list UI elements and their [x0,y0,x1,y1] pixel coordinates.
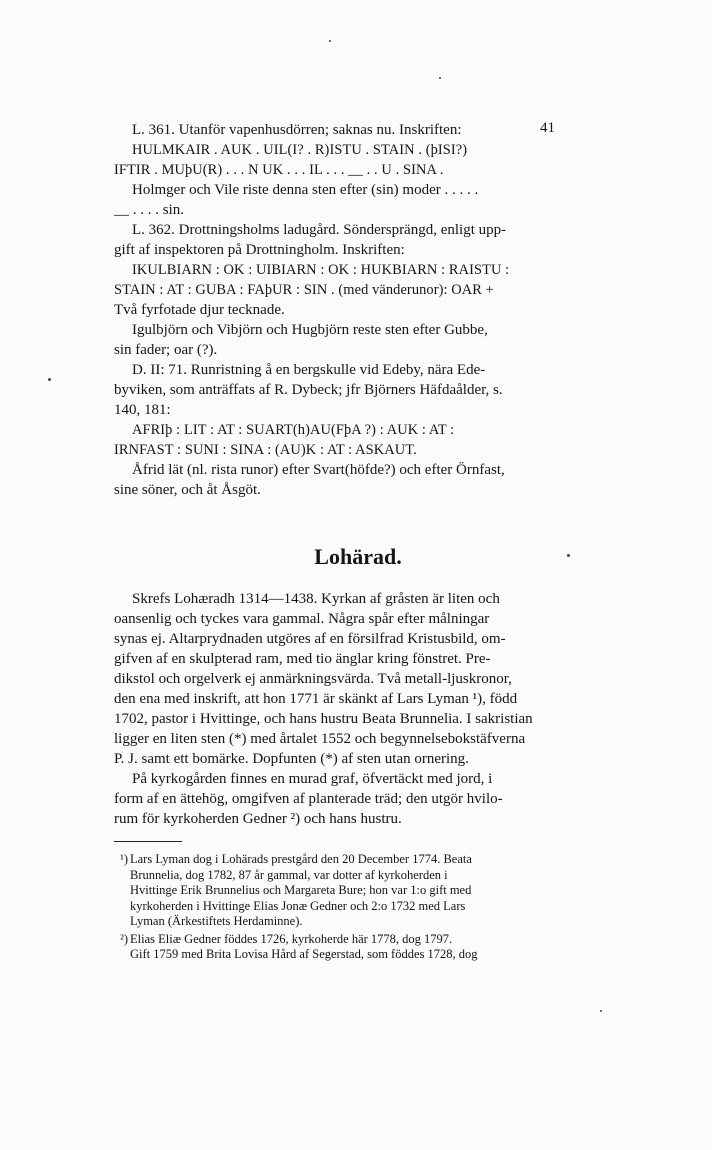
entry-l362-translation-1 [114,320,602,340]
paragraph-line [114,669,602,689]
entry-l362 [114,220,602,360]
paragraph-text: form af en ättehög, omgifven af planterade träd; den utgör hvilo- [114,791,503,807]
entry-l361-translation-1 [114,180,602,200]
paragraph-text: 1702, pastor i Hvittinge, och hans hustru Beata Brunnelia. I sakristian [114,711,533,727]
paragraph-line [114,789,602,809]
entry-l362-heading: L. 362. Drottningsholms ladugård. Söndersprängd, enligt upp- [132,222,507,238]
entry-l361-runic-line-2 [114,160,602,180]
footnote-marker: ²) [120,931,128,946]
entry-l362-runic-2 [114,280,602,300]
section-title-loharad: Lohärad. [314,544,402,569]
entry-l361-line-1 [114,120,602,140]
entry-text: gift af inspektoren på Drottningholm. Inskriften: [114,242,405,258]
entry-l361-heading: L. 361. Utanför vapenhusdörren; saknas nu. Inskriften: [132,122,462,138]
paragraph-line [114,649,602,669]
entry-d71-line-3 [114,400,602,420]
entry-l361 [114,120,602,220]
paragraph-text: synas ej. Altarprydnaden utgöres af en försilfrad Kristusbild, om- [114,631,506,647]
paragraph-line [114,689,602,709]
footnote-text: Lars Lyman dog i Lohärads prestgård den 20 December 1774. Beata [130,852,472,866]
entry-d71-runic-1 [114,420,602,440]
entry-text: byviken, som anträffats af R. Dybeck; jfr Björners Häfdaålder, s. [114,382,503,398]
paragraph-text: rum för kyrkoherden Gedner ²) och hans hustru. [114,811,402,827]
entry-l362-runic-1 [114,260,602,280]
paragraph-text: P. J. samt ett bomärke. Dopfunten (*) af sten utan ornering. [114,751,469,767]
runic-text: IKULBIARN : OK : UIBIARN : OK : HUKBIARN : RAISTU : [132,262,510,278]
section-paragraph-1 [114,589,602,769]
footnote-2 [114,932,602,963]
translation-text: Åfrid lät (nl. rista runor) efter Svart(höfde?) och efter Örnfast, [132,462,505,478]
scan-speck [567,554,570,557]
paragraph-line [114,709,602,729]
translation-text: Igulbjörn och Vibjörn och Hugbjörn reste sten efter Gubbe, [132,322,488,338]
translation-text: sine söner, och åt Åsgöt. [114,482,261,498]
page-number: 41 [540,120,555,136]
footnote-1 [114,852,602,930]
footnote-text: Brunnelia, dog 1782, 87 år gammal, var dotter af kyrkoherden i [130,867,448,882]
section-paragraph-2 [114,769,602,829]
paragraph-text: På kyrkogården finnes en murad graf, öfvertäckt med jord, i [132,771,493,787]
footnote-marker: ¹) [120,852,128,866]
paragraph-text: ligger en liten sten (*) med årtalet 1552 och begynnelsebokstäfverna [114,731,526,747]
runic-text: IFTIR . MUþU(R) . . . N UK . . . IL . . . __ . . U . SINA . [114,162,444,178]
translation-text: sin fader; oar (?). [114,342,218,358]
paragraph-text: den ena med inskrift, att hon 1771 är skänkt af Lars Lyman ¹), född [114,691,518,707]
entry-d71-translation-2 [114,480,602,500]
entry-d71-runic-2 [114,440,602,460]
footnote-divider [114,841,182,842]
entry-l361-runic-line-1 [114,140,602,160]
runic-text: HULMKAIR . AUK . UIL(I? . R)ISTU . STAIN . (þISI?) [132,142,468,158]
translation-text: Holmger och Vile riste denna sten efter (sin) moder . . . . . [132,182,479,198]
runic-text: AFRIþ : LIT : AT : SUART(h)AU(FþA ?) : AUK : AT : [132,422,455,438]
footnote-text: Elias Eliæ Gedner föddes 1726, kyrkoherde här 1778, dog 1797. [130,931,453,946]
entry-l362-line-1 [114,220,602,240]
paragraph-line [114,589,602,609]
paragraph-text: Skrefs Lohæradh 1314—1438. Kyrkan af gråsten är liten och [132,591,500,607]
entry-text: 140, 181: [114,402,171,418]
footnote-text: Hvittinge Erik Brunnelius och Margareta Bure; hon var 1:o gift med [130,883,472,897]
entry-d71 [114,360,602,500]
runic-text: IRNFAST : SUNI : SINA : (AU)K : AT : ASKAUT. [114,442,417,458]
paragraph-line [114,809,602,829]
entry-text: Två fyrfotade djur tecknade. [114,302,285,318]
scan-speck [600,1010,602,1012]
footnote-text: kyrkoherden i Hvittinge Elias Jonæ Gedner och 2:o 1732 med Lars [130,898,466,913]
paragraph-text: gifven af en skulpterad ram, med tio änglar kring fönstret. Pre- [114,651,491,667]
paragraph-line [114,749,602,769]
entry-l362-translation-2 [114,340,602,360]
entry-d71-line-2 [114,380,602,400]
paragraph-line [114,629,602,649]
entry-d71-translation-1 [114,460,602,480]
entry-d71-heading: D. II: 71. Runristning å en bergskulle vid Edeby, nära Ede- [132,362,486,378]
entry-l362-line-5 [114,300,602,320]
paragraph-line [114,609,602,629]
page-content [114,120,602,965]
entry-d71-line-1 [114,360,602,380]
translation-text: __ . . . . sin. [114,202,185,218]
entry-l361-translation-2 [114,200,602,220]
paragraph-line [114,769,602,789]
footnote-text: Lyman (Ärkestiftets Herdaminne). [130,914,303,928]
paragraph-text: dikstol och orgelverk ej anmärkningsvärda. Två metall-ljuskronor, [114,671,512,687]
entry-l362-line-2 [114,240,602,260]
scan-speck [48,378,51,381]
paragraph-line [114,729,602,749]
scan-speck [329,40,331,42]
scan-speck [439,77,441,79]
footnote-text: Gift 1759 med Brita Lovisa Hård af Segerstad, som föddes 1728, dog [130,947,478,961]
paragraph-text: oansenlig och tyckes vara gammal. Några spår efter målningar [114,611,490,627]
runic-text: STAIN : AT : GUBA : FAþUR : SIN . (med vänderunor): OAR + [114,282,494,298]
